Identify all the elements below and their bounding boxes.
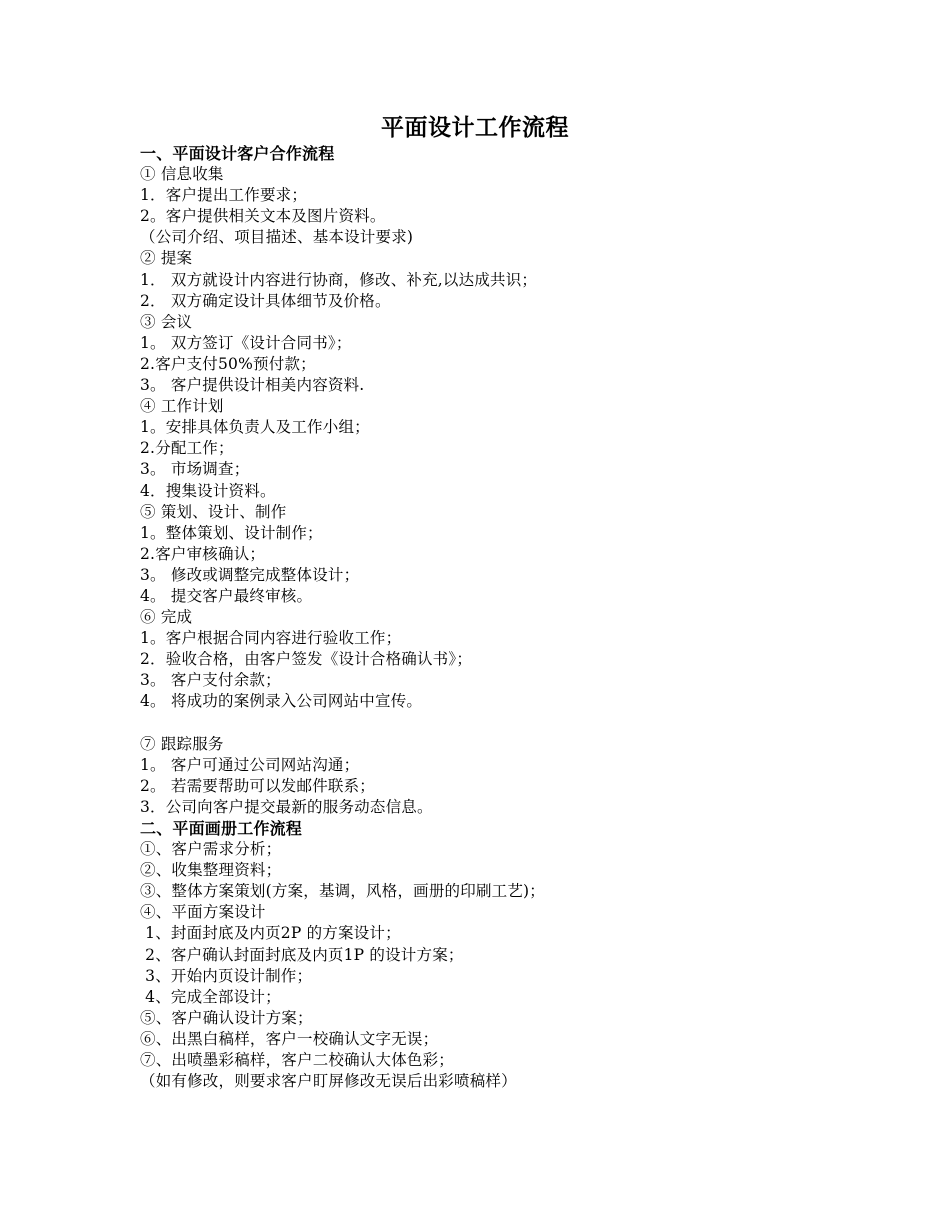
text-line: 1．客户提出工作要求； bbox=[140, 186, 308, 205]
text-line: ④、平面方案设计 bbox=[140, 903, 266, 922]
text-line: 2.客户审核确认； bbox=[140, 544, 266, 563]
text-line: ②、收集整理资料； bbox=[140, 861, 282, 880]
text-line: 1． 双方就设计内容进行协商，修改、补充,以达成共识； bbox=[140, 270, 538, 289]
text-line: 3。 市场调查； bbox=[140, 460, 250, 479]
text-line: ⑤ 策划、设计、制作 bbox=[140, 502, 287, 521]
text-line: ① 信息收集 bbox=[140, 165, 224, 184]
text-line: ①、客户需求分析； bbox=[140, 840, 282, 859]
text-line: 1。安排具体负责人及工作小组； bbox=[140, 418, 370, 437]
text-line: 1。整体策划、设计制作； bbox=[140, 523, 323, 542]
section-heading: 一、平面设计客户合作流程 bbox=[140, 144, 335, 163]
text-line: 1。客户根据合同内容进行验收工作； bbox=[140, 629, 402, 648]
text-line: ④ 工作计划 bbox=[140, 397, 224, 416]
text-line: 3、开始内页设计制作； bbox=[140, 966, 313, 985]
text-line: 4．搜集设计资料。 bbox=[140, 481, 276, 500]
text-line: ⑤、客户确认设计方案； bbox=[140, 1008, 313, 1027]
page-title: 平面设计工作流程 bbox=[381, 115, 569, 141]
text-line: ⑥ 完成 bbox=[140, 608, 193, 627]
text-line: 1。 客户可通过公司网站沟通； bbox=[140, 755, 360, 774]
text-line: ⑥、出黑白稿样，客户一校确认文字无误； bbox=[140, 1029, 439, 1048]
text-line: 3。 客户提供设计相美内容资料. bbox=[140, 376, 365, 395]
text-line: （公司介绍、项目描述、基本设计要求) bbox=[140, 228, 414, 247]
text-line: ② 提案 bbox=[140, 249, 193, 268]
text-line: 2．验收合格，由客户签发《设计合格确认书》； bbox=[140, 650, 473, 669]
text-line: 1。 双方签订《设计合同书》； bbox=[140, 333, 352, 352]
section-heading: 二、平面画册工作流程 bbox=[140, 819, 303, 838]
blank-line bbox=[140, 713, 920, 734]
text-line: 4、完成全部设计； bbox=[140, 987, 281, 1006]
text-line: 2.分配工作； bbox=[140, 439, 234, 458]
text-line: 2、客户确认封面封底及内页1P 的设计方案； bbox=[140, 945, 464, 964]
text-line: 2． 双方确定设计具体细节及价格。 bbox=[140, 291, 391, 310]
text-line: ⑦ 跟踪服务 bbox=[140, 734, 224, 753]
text-line: 3。 修改或调整完成整体设计； bbox=[140, 565, 360, 584]
text-line: 3。 客户支付余款； bbox=[140, 671, 281, 690]
text-line: ⑦、出喷墨彩稿样，客户二校确认大体色彩； bbox=[140, 1051, 455, 1070]
text-line: 1、封面封底及内页2P 的方案设计； bbox=[140, 924, 401, 943]
text-line: ③、整体方案策划(方案，基调，风格，画册的印刷工艺)； bbox=[140, 882, 545, 901]
text-line: 3．公司向客户提交最新的服务动态信息。 bbox=[140, 797, 433, 816]
text-line: 4。 将成功的案例录入公司网站中宣传。 bbox=[140, 692, 423, 711]
text-line: 2.客户支付50%预付款； bbox=[140, 354, 316, 373]
text-line: （如有修改，则要求客户盯屏修改无误后出彩喷稿样） bbox=[140, 1072, 517, 1091]
text-line: 4。 提交客户最终审核。 bbox=[140, 586, 313, 605]
text-line: 2。 若需要帮助可以发邮件联系； bbox=[140, 776, 375, 795]
document-body bbox=[140, 143, 920, 1092]
text-line: 2。客户提供相关文本及图片资料。 bbox=[140, 207, 386, 226]
text-line: ③ 会议 bbox=[140, 312, 193, 331]
